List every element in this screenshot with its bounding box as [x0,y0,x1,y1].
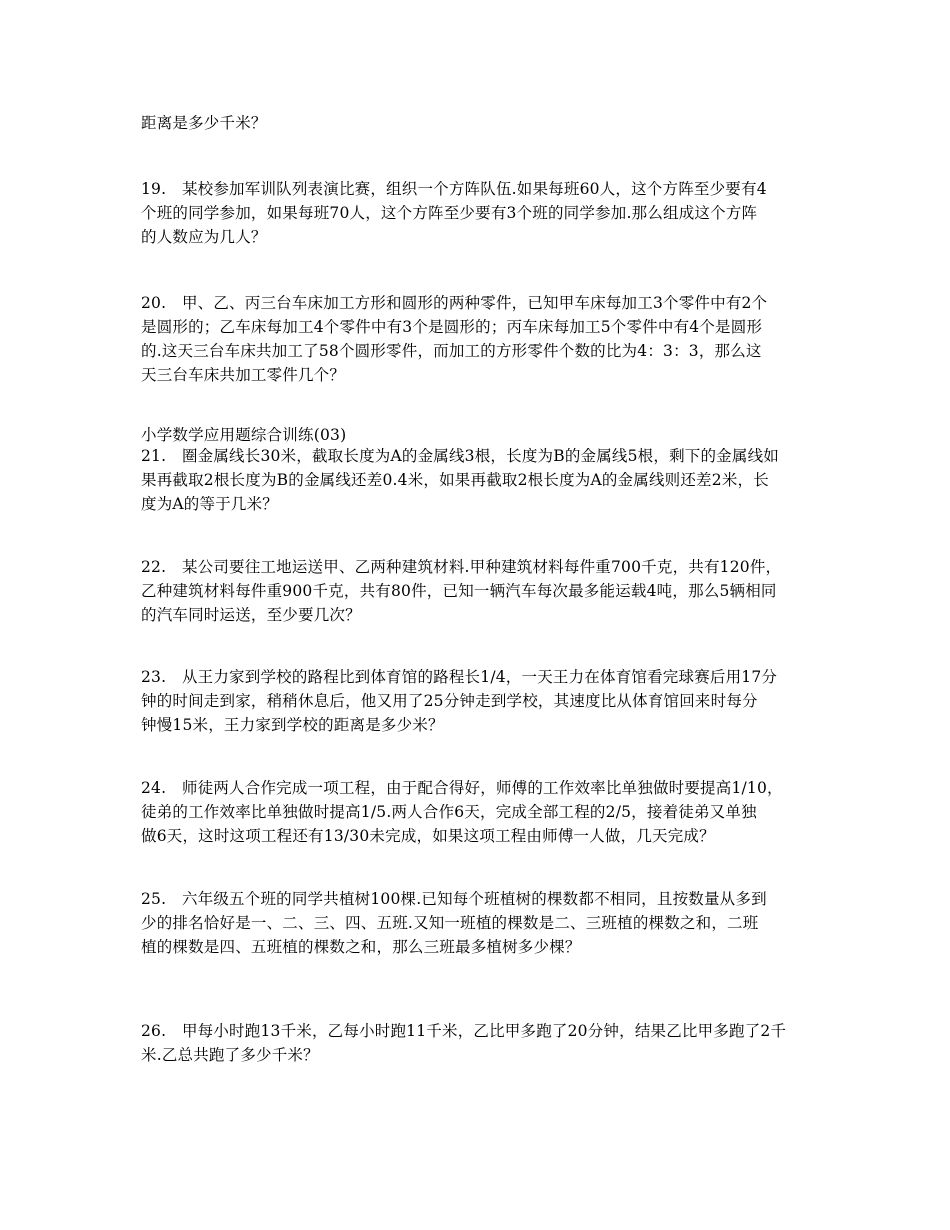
problem-line: 乙种建筑材料每件重900千克，共有80件，已知一辆汽车每次最多能运载4吨，那么5辆相同 [141,582,777,600]
problem-line: 22. 某公司要往工地运送甲、乙两种建筑材料.甲种建筑材料每件重700千克，共有120件， [141,558,782,576]
problem-line: 度为A的等于几米？ [141,495,278,513]
problem-line: 24. 师徒两人合作完成一项工程，由于配合得好，师傅的工作效率比单独做时要提高1/10， [141,779,783,797]
problem-line: 天三台车床共加工零件几个？ [141,366,346,384]
intro-line: 距离是多少千米？ [141,114,267,132]
problem-line: 26. 甲每小时跑13千米，乙每小时跑11千米，乙比甲多跑了20分钟，结果乙比甲多跑了2千 [141,1022,787,1040]
problem-line: 的.这天三台车床共加工了58个圆形零件，而加工的方形零件个数的比为4：3：3，那么这 [141,342,762,360]
problem-line: 果再截取2根长度为B的金属线还差0.4米，如果再截取2根长度为A的金属线则还差2米，长 [141,471,769,489]
problem-line: 钟的时间走到家，稍稍休息后，他又用了25分钟走到学校，其速度比从体育馆回来时每分 [141,692,758,710]
problem-line: 是圆形的；乙车床每加工4个零件中有3个是圆形的；丙车床每加工5个零件中有4个是圆形 [141,318,763,336]
problem-line: 21. 圈金属线长30米，截取长度为A的金属线3根，长度为B的金属线5根，剩下的金属线如 [141,447,779,465]
problem-line: 做6天，这时这项工程还有13/30未完成，如果这项工程由师傅一人做，几天完成？ [141,827,715,845]
problem-line: 钟慢15米，王力家到学校的距离是多少米？ [141,716,444,734]
problem-line: 23. 从王力家到学校的路程比到体育馆的路程长1/4，一天王力在体育馆看完球赛后用17分 [141,668,778,686]
problem-line: 植的棵数是四、五班植的棵数之和，那么三班最多植树多少棵？ [141,938,581,956]
problem-line: 的人数应为几人？ [141,228,267,246]
section-title: 小学数学应用题综合训练(03) [141,426,347,444]
problem-line: 徒弟的工作效率比单独做时提高1/5.两人合作6天，完成全部工程的2/5，接着徒弟又单独 [141,803,757,821]
problem-line: 米.乙总共跑了多少千米？ [141,1046,319,1064]
problem-line: 少的排名恰好是一、二、三、四、五班.又知一班植的棵数是二、三班植的棵数之和，二班 [141,914,759,932]
problem-line: 19. 某校参加军训队列表演比赛，组织一个方阵队伍.如果每班60人，这个方阵至少要有4 [141,180,767,198]
problem-line: 个班的同学参加，如果每班70人，这个方阵至少要有3个班的同学参加.那么组成这个方阵 [141,204,758,222]
problem-line: 25. 六年级五个班的同学共植树100棵.已知每个班植树的棵数都不相同，且按数量从多到 [141,890,767,908]
problem-line: 20. 甲、乙、丙三台车床加工方形和圆形的两种零件，已知甲车床每加工3个零件中有2个 [141,294,768,312]
problem-line: 的汽车同时运送，至少要几次？ [141,606,361,624]
